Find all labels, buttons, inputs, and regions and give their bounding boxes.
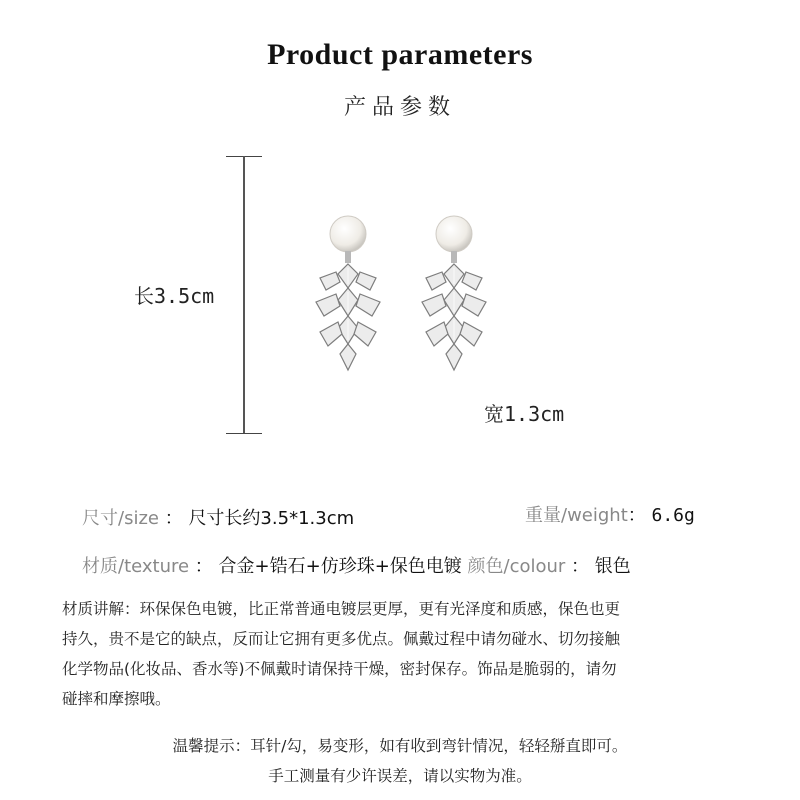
tip-line: 手工测量有少许误差，请以实物为准。 — [268, 767, 532, 785]
spec-colour-sep: ： — [565, 556, 590, 577]
description-line: 化学物品(化妆品、香水等)不佩戴时请保持干燥，密封保存。饰品是脆弱的，请勿 — [62, 660, 617, 678]
spec-texture-row — [82, 552, 631, 578]
spec-weight-value: 6.6g — [651, 505, 695, 526]
earring-right-image — [412, 208, 496, 378]
length-ruler — [226, 156, 262, 434]
spec-texture-value: 合金+锆石+仿珍珠+保色电镀 — [218, 556, 462, 577]
tip-line: 温馨提示：耳针/勾，易变形，如有收到弯针情况，轻轻掰直即可。 — [172, 737, 628, 755]
earring-left-image — [306, 208, 390, 378]
length-label: 长3.5cm — [134, 284, 215, 308]
description-line: 持久，贵不是它的缺点，反而让它拥有更多优点。佩戴过程中请勿碰水、切勿接触 — [62, 630, 621, 648]
material-description — [62, 594, 752, 714]
spec-size-sep: ： — [158, 508, 183, 529]
width-label: 宽1.3cm — [484, 402, 565, 426]
spec-weight-key: 重量/weight — [525, 505, 628, 526]
spec-colour-key: 颜色/colour — [467, 556, 566, 577]
ruler-bottom-cap — [226, 433, 262, 434]
page-subtitle: 产品参数 — [343, 95, 456, 120]
page-title: Product parameters — [267, 38, 533, 71]
spec-texture-sep: ： — [189, 556, 213, 577]
spec-size-key: 尺寸/size — [82, 508, 159, 529]
ruler-bar — [243, 156, 245, 434]
spec-texture-key: 材质/texture — [82, 556, 190, 577]
description-line: 材质讲解：环保保色电镀，比正常普通电镀层更厚，更有光泽度和质感，保色也更 — [62, 600, 621, 618]
spec-weight-row — [525, 501, 695, 527]
spec-colour-value: 银色 — [594, 556, 631, 577]
spec-size-value: 尺寸长约3.5*1.3cm — [188, 508, 355, 529]
spec-size-row — [82, 504, 354, 530]
description-line: 碰摔和摩擦哦。 — [62, 690, 171, 708]
spec-weight-sep: ： — [627, 505, 646, 526]
